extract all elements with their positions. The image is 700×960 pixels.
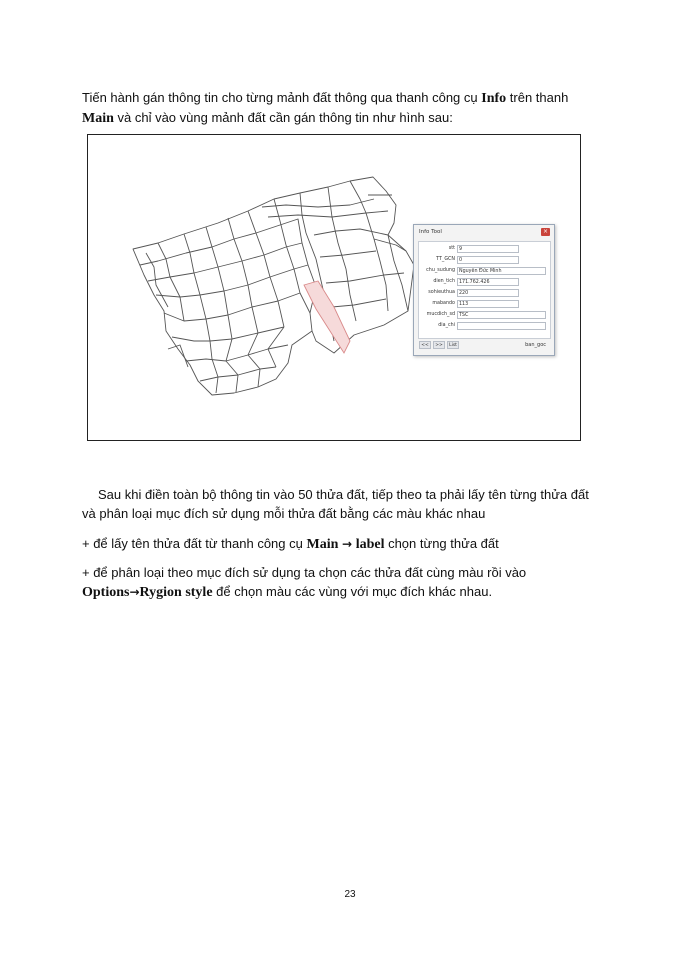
style-step-text-2: để chọn màu các vùng với mục đích khác nhau. [212,584,493,599]
options-keyword: Options [82,585,130,600]
field-value[interactable]: 0 [457,256,519,264]
field-label: stt [448,246,455,251]
label-step-paragraph [82,534,612,554]
field-row [419,255,550,265]
field-row [419,288,550,298]
label-keyword: label [355,537,385,552]
field-value[interactable]: 220 [457,289,519,297]
region-style-keyword: Rygion style [139,585,213,600]
previous-button[interactable]: << [419,341,431,349]
summary-text-1: Sau khi điền toàn bộ thông tin vào 50 thửa đất, tiếp theo ta phải lấy tên từng thửa đất [98,487,589,502]
selected-parcel[interactable] [304,281,350,353]
arrow-icon: → [129,585,140,599]
layer-name: ban_goc [525,342,546,348]
close-icon[interactable]: × [542,228,549,235]
field-label: chu_sudung [426,268,455,273]
info-tool-fields [418,241,551,339]
intro-text-1: Tiến hành gán thông tin cho từng mảnh đất thông qua thanh công cụ [82,90,482,105]
style-step-text-1: + để phân loại theo mục đích sử dụng ta chọn các thửa đất cùng màu rồi vào [82,565,527,580]
field-row [419,299,550,309]
field-row [419,310,550,320]
intro-paragraph [82,88,612,128]
intro-text-2: trên thanh [506,90,569,105]
style-step-paragraph [82,563,612,602]
info-tool-dialog [413,224,555,356]
field-row [419,277,550,287]
field-label: mabando [432,301,455,306]
field-label: sohieuthua [428,290,455,295]
field-value[interactable]: TSC [457,311,546,319]
field-label: dien_tich [433,279,455,284]
map-figure [87,134,581,441]
field-row [419,244,550,254]
field-label: TT_GCN [436,257,455,262]
summary-text-2: và phân loại mục đích sử dụng mỗi thửa đất bằng các màu khác nhau [82,506,486,521]
field-value[interactable] [457,322,546,330]
summary-paragraph [82,485,612,523]
info-tool-title: Info Tool [419,229,442,235]
field-row [419,321,550,331]
info-keyword: Info [481,91,507,106]
field-value[interactable]: 113 [457,300,519,308]
label-step-text-2: chọn từng thửa đất [384,536,499,551]
next-button[interactable]: >> [433,341,445,349]
main-keyword: Main [306,537,339,552]
main-keyword: Main [82,111,114,126]
field-value[interactable]: Nguyễn Đức Minh [457,267,546,275]
arrow-icon: → [342,537,353,551]
field-row [419,266,550,276]
field-value[interactable]: 171.762.426 [457,278,519,286]
page-number: 23 [344,889,356,900]
field-label: mucdich_sd [426,312,455,317]
label-step-text-1: + để lấy tên thửa đất từ thanh công cụ [82,536,307,551]
intro-text-3: và chỉ vào vùng mảnh đất cần gán thông tin như hình sau: [113,110,453,125]
field-label: dia_chi [438,323,455,328]
list-button[interactable]: List [447,341,459,349]
field-value[interactable]: 9 [457,245,519,253]
